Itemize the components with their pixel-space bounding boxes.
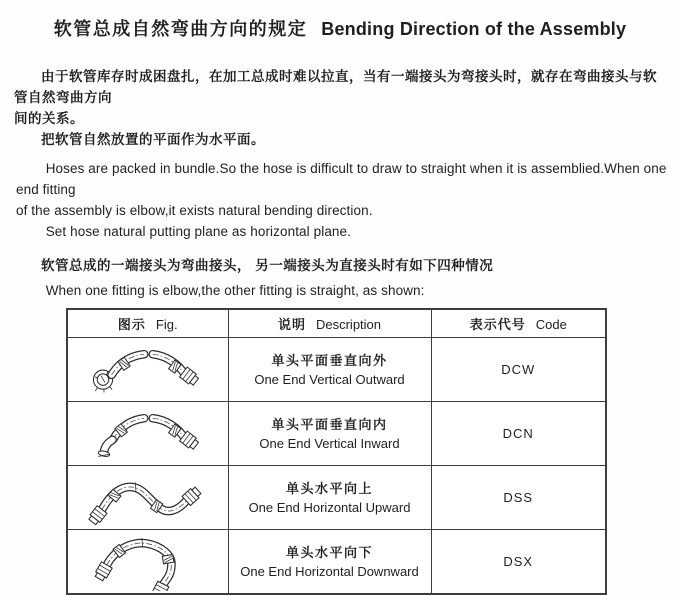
description-zh: 单头水平向下	[285, 544, 373, 560]
description-zh: 单头平面垂直向外	[271, 352, 388, 368]
intro-en-line1: Hoses are packed in bundle.So the hose is difficult to draw to straight when it is assemblied.When one end fitting	[16, 161, 667, 197]
code-cell: DSS	[431, 466, 606, 530]
table-header-row	[67, 309, 606, 338]
header-code-zh: 表示代号	[469, 317, 526, 332]
table-row	[67, 338, 606, 402]
description-cell	[228, 402, 431, 466]
hose-figure-dcn	[81, 407, 215, 463]
plane-statement-en: Set hose natural putting plane as horizontal plane.	[45, 224, 351, 239]
description-zh: 单头平面垂直向内	[271, 416, 388, 432]
description-zh: 单头水平向上	[285, 480, 373, 496]
figure-cell-dcn	[67, 402, 228, 466]
header-fig-en: Fig.	[155, 317, 178, 332]
hose-figure-dsx	[81, 535, 215, 591]
page-title-en: Bending Direction of the Assembly	[321, 19, 627, 39]
intro-paragraph-en	[16, 158, 674, 242]
header-description-en: Description	[315, 317, 382, 332]
page-title	[10, 15, 670, 41]
header-code-en: Code	[535, 317, 567, 332]
figure-cell-dcw	[67, 338, 228, 402]
hose-figure-dss	[81, 471, 215, 527]
code-cell: DCW	[431, 338, 606, 402]
description-cell	[228, 466, 431, 530]
description-en: One End Horizontal Upward	[248, 499, 411, 515]
description-en: One End Horizontal Downward	[240, 563, 419, 579]
hose-figure-dcw	[81, 343, 215, 399]
figure-cell-dsx	[67, 530, 228, 595]
document-page	[0, 15, 680, 579]
header-code	[431, 309, 606, 338]
description-en: One End Vertical Inward	[259, 435, 400, 451]
elbow-fitting-icon	[98, 440, 113, 458]
header-description	[228, 309, 431, 338]
table-row	[67, 466, 606, 530]
table-row	[67, 402, 606, 466]
description-cell	[228, 338, 431, 402]
four-cases-en: When one fitting is elbow,the other fitting is straight, as shown:	[45, 283, 425, 298]
intro-paragraph-zh	[14, 66, 670, 150]
page-title-zh: 软管总成自然弯曲方向的规定	[53, 19, 308, 39]
intro-en-line2: of the assembly is elbow,it exists natural bending direction.	[16, 203, 373, 218]
crimp-band	[162, 554, 174, 563]
figure-cell-dss	[67, 466, 228, 530]
description-en: One End Vertical Outward	[254, 371, 405, 387]
header-description-zh: 说明	[277, 317, 306, 332]
header-fig-zh: 图示	[117, 317, 146, 332]
table-row	[67, 530, 606, 595]
header-fig	[67, 309, 228, 338]
description-cell	[228, 530, 431, 595]
four-cases-zh: 软管总成的一端接头为弯曲接头， 另一端接头为直接头时有如下四种情况	[41, 258, 494, 273]
code-cell: DCN	[431, 402, 606, 466]
plane-statement-zh: 把软管自然放置的平面作为水平面。	[41, 132, 265, 147]
intro-zh-line1: 由于软管库存时成困盘扎，在加工总成时难以拉直，当有一端接头为弯接头时，就存在弯曲接头与软管自然弯曲方向	[14, 69, 657, 105]
intro-zh-line2: 间的关系。	[14, 111, 84, 126]
code-cell: DSX	[431, 530, 606, 595]
